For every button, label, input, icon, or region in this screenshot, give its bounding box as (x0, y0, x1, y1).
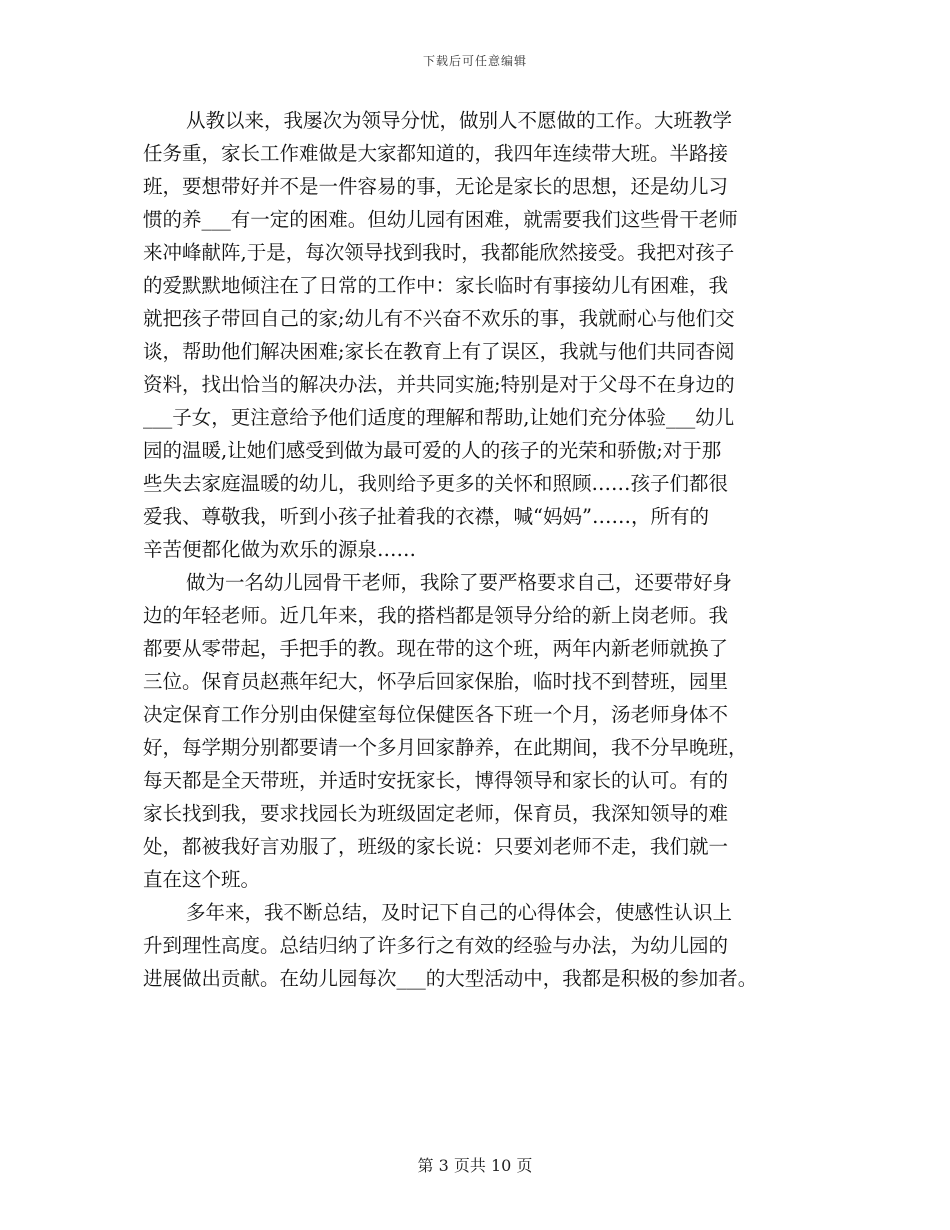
text-line: 都要从零带起，手把手的教。现在带的这个班，两年内新老师就换了 (143, 637, 729, 660)
text-line: 决定保育工作分别由保健室每位保健医各下班一个月，汤老师身体不 (143, 703, 729, 726)
text-line: 每天都是全天带班，并适时安抚家长，博得领导和家长的认可。有的 (143, 769, 729, 792)
text-line: 好，每学期分别都要请一个多月回家静养，在此期间，我不分早晚班， (143, 736, 748, 759)
text-line: 些失去家庭温暖的幼儿，我则给予更多的关怀和照顾……孩子们都很 (143, 472, 729, 495)
text-line: 资料，找出恰当的解决办法，并共同实施;特别是对于父母不在身边的 (143, 373, 735, 396)
text-line: 园的温暖,让她们感受到做为最可爱的人的孩子的光荣和骄傲;对于那 (143, 439, 722, 462)
text-line: 的爱默默地倾注在了日常的工作中：家长临时有事接幼儿有困难，我 (143, 274, 729, 297)
text-line: 处，都被我好言劝服了，班级的家长说：只要刘老师不走，我们就一 (143, 835, 729, 858)
text-line: 三位。保育员赵燕年纪大，怀孕后回家保胎，临时找不到替班，园里 (143, 670, 729, 693)
text-line: 就把孩子带回自己的家;幼儿有不兴奋不欢乐的事，我就耐心与他们交 (143, 307, 735, 330)
text-line: 家长找到我，要求找园长为班级固定老师，保育员，我深知领导的难 (143, 802, 729, 825)
text-line: 进展做出贡献。在幼儿园每次___的大型活动中，我都是积极的参加者。 (143, 967, 758, 990)
document-body (143, 104, 823, 995)
text-line: 惯的养___有一定的困难。但幼儿园有困难，就需要我们这些骨干老师 (143, 208, 738, 231)
text-line: 班，要想带好并不是一件容易的事，无论是家长的思想，还是幼儿习 (143, 175, 729, 198)
text-line: 做为一名幼儿园骨干老师，我除了要严格要求自己，还要带好身 (186, 571, 733, 594)
text-line: 从教以来，我屡次为领导分忧，做别人不愿做的工作。大班教学 (186, 109, 733, 132)
text-line: 来冲峰献阵,于是，每次领导找到我时，我都能欣然接受。我把对孩子 (143, 241, 735, 264)
text-line: ___子女，更注意给予他们适度的理解和帮助,让她们充分体验___幼儿 (143, 406, 735, 429)
page-number: 第 3 页共 10 页 (417, 1156, 533, 1175)
text-line: 升到理性高度。总结归纳了许多行之有效的经验与办法，为幼儿园的 (143, 934, 729, 957)
text-line: 任务重，家长工作难做是大家都知道的，我四年连续带大班。半路接 (143, 142, 729, 165)
text-line: 爱我、尊敬我，听到小孩子扯着我的衣襟，喊“妈妈”……，所有的 (143, 505, 709, 528)
text-line: 谈，帮助他们解决困难;家长在教育上有了误区，我就与他们共同杳阅 (143, 340, 735, 363)
text-line: 直在这个班。 (143, 868, 261, 891)
text-line: 边的年轻老师。近几年来，我的搭档都是领导分给的新上岗老师。我 (143, 604, 729, 627)
page-header: 下载后可任意编辑 (422, 54, 527, 68)
text-line: 辛苦便都化做为欢乐的源泉…… (143, 538, 417, 561)
text-line: 多年来，我不断总结，及时记下自己的心得体会，使感性认识上 (186, 901, 733, 924)
